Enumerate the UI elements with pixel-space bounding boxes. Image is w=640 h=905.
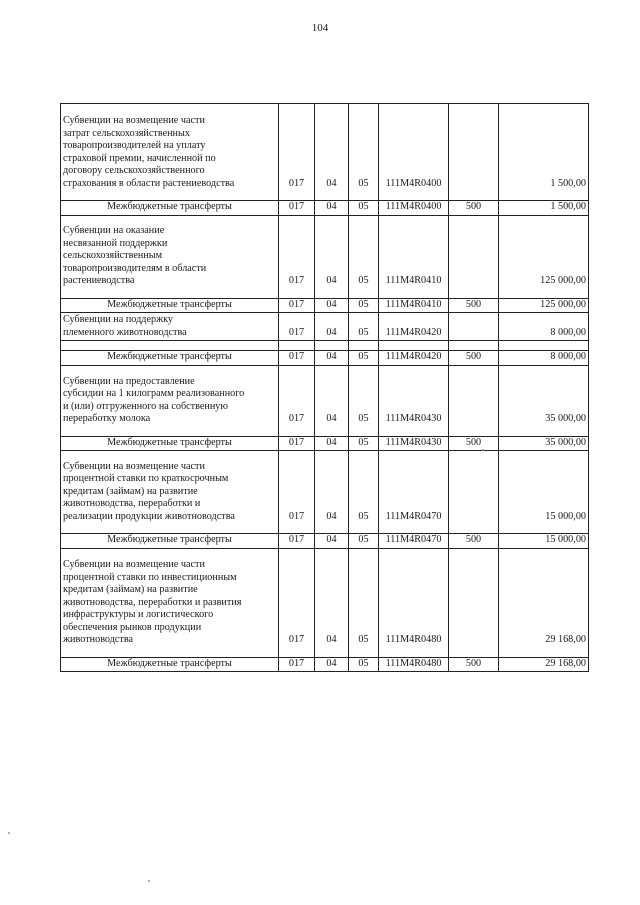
- ministry-code: 017: [279, 548, 315, 648]
- target-article-code: 111M4R0480: [379, 548, 449, 648]
- expense-type-code: 500: [449, 657, 499, 672]
- target-article-code: 111M4R0410: [379, 298, 449, 313]
- section-code: 04: [315, 436, 349, 451]
- expense-type-code: [449, 451, 499, 525]
- table-row: [61, 104, 589, 192]
- amount: 8 000,00: [499, 313, 589, 341]
- row-description: Субвенции на возмещение части процентной ставки по инвестиционным кредитам (займам) на развитие животноводства, переработки и развития инфраструктуры и логистического обеспечения рынков продукции животноводства: [61, 548, 279, 648]
- expense-type-code: [449, 548, 499, 648]
- amount: 35 000,00: [499, 365, 589, 427]
- row-description: Субвенции на предоставление субсидии на 1 килограмм реализованного и (или) отгруженного на собственную переработку молока: [61, 365, 279, 427]
- subsection-code: 05: [349, 451, 379, 525]
- amount: 15 000,00: [499, 451, 589, 525]
- amount: 29 168,00: [499, 548, 589, 648]
- target-article-code: 111M4R0430: [379, 436, 449, 451]
- amount: 1 500,00: [499, 201, 589, 216]
- row-gap: [61, 341, 589, 351]
- subsection-code: 05: [349, 104, 379, 192]
- target-article-code: 111M4R0430: [379, 365, 449, 427]
- row-description: Межбюджетные трансферты: [61, 657, 279, 672]
- expense-type-code: [449, 104, 499, 192]
- row-description: Субвенции на оказание несвязанной поддержки сельскохозяйственным товаропроизводителям в области растениеводства: [61, 215, 279, 289]
- row-description: Субвенции на возмещение части процентной ставки по краткосрочным кредитам (займам) на развитие животноводства, переработки и реализации продукции животноводства: [61, 451, 279, 525]
- table-row: [61, 298, 589, 313]
- subsection-code: 05: [349, 548, 379, 648]
- scan-speck: [8, 832, 10, 834]
- table-row: [61, 548, 589, 648]
- table-row: [61, 201, 589, 216]
- amount: 29 168,00: [499, 657, 589, 672]
- target-article-code: 111M4R0480: [379, 657, 449, 672]
- target-article-code: 111M4R0420: [379, 313, 449, 341]
- page-number: 104: [311, 22, 329, 34]
- section-code: 04: [315, 313, 349, 341]
- table-row: [61, 215, 589, 289]
- amount: 125 000,00: [499, 298, 589, 313]
- expense-type-code: 500: [449, 534, 499, 549]
- ministry-code: 017: [279, 657, 315, 672]
- expense-type-code: 500: [449, 201, 499, 216]
- subsection-code: 05: [349, 351, 379, 366]
- budget-table: [60, 103, 589, 672]
- ministry-code: 017: [279, 313, 315, 341]
- target-article-code: 111M4R0410: [379, 215, 449, 289]
- amount: 125 000,00: [499, 215, 589, 289]
- target-article-code: 111M4R0400: [379, 104, 449, 192]
- ministry-code: 017: [279, 534, 315, 549]
- amount: 15 000,00: [499, 534, 589, 549]
- row-gap: [61, 191, 589, 201]
- subsection-code: 05: [349, 201, 379, 216]
- row-gap: [61, 648, 589, 658]
- ministry-code: 017: [279, 215, 315, 289]
- scan-speck: [148, 880, 150, 882]
- subsection-code: 05: [349, 534, 379, 549]
- section-code: 04: [315, 365, 349, 427]
- section-code: 04: [315, 451, 349, 525]
- amount: 8 000,00: [499, 351, 589, 366]
- scan-speck: [482, 449, 484, 451]
- subsection-code: 05: [349, 436, 379, 451]
- section-code: 04: [315, 201, 349, 216]
- table-row: [61, 451, 589, 525]
- subsection-code: 05: [349, 365, 379, 427]
- ministry-code: 017: [279, 351, 315, 366]
- subsection-code: 05: [349, 298, 379, 313]
- section-code: 04: [315, 534, 349, 549]
- section-code: 04: [315, 298, 349, 313]
- row-description: Субвенции на поддержку племенного животноводства: [61, 313, 279, 341]
- expense-type-code: [449, 365, 499, 427]
- expense-type-code: 500: [449, 436, 499, 451]
- ministry-code: 017: [279, 201, 315, 216]
- ministry-code: 017: [279, 451, 315, 525]
- subsection-code: 05: [349, 657, 379, 672]
- row-description: Межбюджетные трансферты: [61, 201, 279, 216]
- row-description: Межбюджетные трансферты: [61, 298, 279, 313]
- expense-type-code: 500: [449, 298, 499, 313]
- row-description: Межбюджетные трансферты: [61, 351, 279, 366]
- subsection-code: 05: [349, 313, 379, 341]
- row-description: Межбюджетные трансферты: [61, 436, 279, 451]
- row-gap: [61, 289, 589, 299]
- row-description: Межбюджетные трансферты: [61, 534, 279, 549]
- table-row: [61, 657, 589, 672]
- ministry-code: 017: [279, 436, 315, 451]
- ministry-code: 017: [279, 298, 315, 313]
- section-code: 04: [315, 657, 349, 672]
- amount: 35 000,00: [499, 436, 589, 451]
- target-article-code: 111M4R0470: [379, 451, 449, 525]
- row-gap: [61, 524, 589, 534]
- expense-type-code: 500: [449, 351, 499, 366]
- amount: 1 500,00: [499, 104, 589, 192]
- ministry-code: 017: [279, 104, 315, 192]
- section-code: 04: [315, 351, 349, 366]
- section-code: 04: [315, 215, 349, 289]
- table-row: [61, 351, 589, 366]
- target-article-code: 111M4R0470: [379, 534, 449, 549]
- table-row: [61, 313, 589, 341]
- table-row: [61, 365, 589, 427]
- row-description: Субвенции на возмещение части затрат сельскохозяйственных товаропроизводителей на уплату страховой премии, начисленной по договору сельскохозяйственного страхования в области растениеводства: [61, 104, 279, 192]
- target-article-code: 111M4R0420: [379, 351, 449, 366]
- ministry-code: 017: [279, 365, 315, 427]
- expense-type-code: [449, 313, 499, 341]
- section-code: 04: [315, 548, 349, 648]
- section-code: 04: [315, 104, 349, 192]
- expense-type-code: [449, 215, 499, 289]
- target-article-code: 111M4R0400: [379, 201, 449, 216]
- table-row: [61, 436, 589, 451]
- table-row: [61, 534, 589, 549]
- row-gap: [61, 427, 589, 437]
- subsection-code: 05: [349, 215, 379, 289]
